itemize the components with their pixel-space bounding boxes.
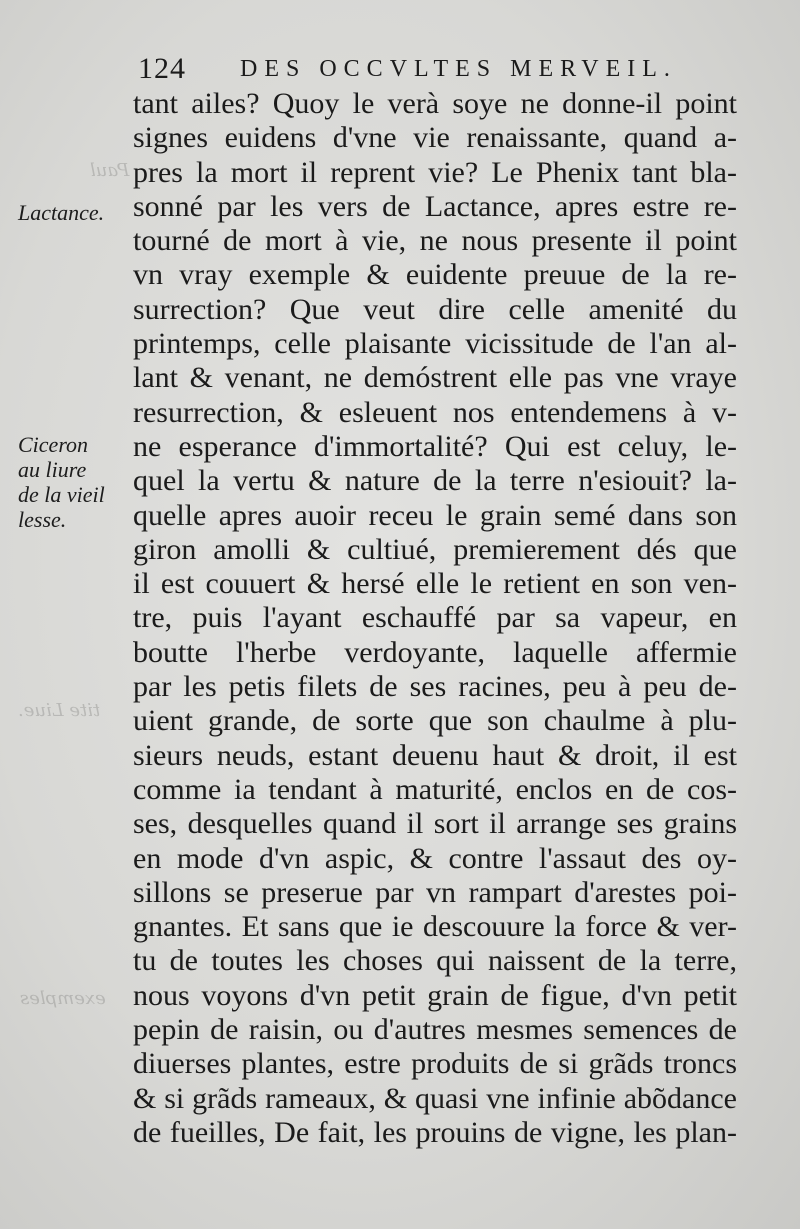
text-line: par les petis filets de ses racines, peu à peu de- bbox=[133, 670, 737, 704]
margin-note-line: de la vieil bbox=[18, 482, 105, 507]
body-text bbox=[133, 87, 737, 1150]
text-line: comme ia tendant à maturité, enclos en de cos- bbox=[133, 772, 737, 806]
text-line: ses, desquelles quand il sort il arrange ses grains bbox=[133, 807, 737, 841]
show-through-mark-2: tite Liue. bbox=[18, 700, 101, 721]
text-line: il est couuert & hersé elle le retient en son ven- bbox=[133, 567, 737, 601]
text-line: lant & venant, ne demóstrent elle pas vne vraye bbox=[133, 361, 737, 395]
text-line: pepin de raisin, ou d'autres mesmes semences de bbox=[133, 1013, 737, 1047]
text-line: sieurs neuds, estant deuenu haut & droit, il est bbox=[133, 738, 737, 772]
text-line: diuerses plantes, estre produits de si grãds troncs bbox=[133, 1047, 737, 1081]
text-line: printemps, celle plaisante vicissitude de l'an al- bbox=[133, 327, 737, 361]
text-line: sillons se preserue par vn rampart d'arestes poi- bbox=[133, 875, 737, 909]
show-through-mark-1: Paul bbox=[90, 160, 130, 181]
text-line: surrection? Que veut dire celle amenité du bbox=[133, 292, 737, 326]
margin-note-ciceron bbox=[18, 432, 105, 532]
text-line: uient grande, de sorte que son chaulme à plu- bbox=[133, 704, 737, 738]
text-line: nous voyons d'vn petit grain de figue, d'vn petit bbox=[133, 978, 737, 1012]
margin-note-line: au liure bbox=[18, 457, 87, 482]
text-line: pres la mort il reprent vie? Le Phenix tant bla- bbox=[133, 155, 737, 189]
text-line: signes euidens d'vne vie renaissante, quand a- bbox=[133, 121, 737, 155]
text-line: & si grãds rameaux, & quasi vne infinie abõdance bbox=[133, 1081, 737, 1115]
page-header bbox=[136, 52, 736, 88]
text-line: tre, puis l'ayant eschauffé par sa vapeur, en bbox=[133, 601, 737, 635]
text-line: tant ailes? Quoy le verà soye ne donne-il point bbox=[133, 87, 737, 120]
text-line: quelle apres auoir receu le grain semé dans son bbox=[133, 498, 737, 532]
text-line: en mode d'vn aspic, & contre l'assaut des oy- bbox=[133, 841, 737, 875]
text-line: giron amolli & cultiué, premierement dés que bbox=[133, 532, 737, 566]
text-line: boutte l'herbe verdoyante, laquelle affermie bbox=[133, 635, 737, 669]
text-line: ne esperance d'immortalité? Qui est celuy, le- bbox=[133, 429, 737, 463]
text-line: resurrection, & esleuent nos entendemens à v- bbox=[133, 395, 737, 429]
text-line: quel la vertu & nature de la terre n'esiouit? la- bbox=[133, 464, 737, 498]
margin-note-line: lesse. bbox=[18, 507, 67, 532]
text-line: tu de toutes les choses qui naissent de la terre, bbox=[133, 944, 737, 978]
text-line: de fueilles, De fait, les prouins de vigne, les plan- bbox=[133, 1115, 737, 1149]
margin-note-line: Ciceron bbox=[18, 432, 89, 457]
margin-note-lactance: Lactance. bbox=[18, 200, 105, 225]
text-line: vn vray exemple & euidente preuue de la re- bbox=[133, 258, 737, 292]
text-line: gnantes. Et sans que ie descouure la force & ver- bbox=[133, 910, 737, 944]
page-number: 124 bbox=[138, 52, 186, 85]
running-head: DES OCCVLTES MERVEIL. bbox=[240, 56, 677, 82]
text-line: tourné de mort à vie, ne nous presente il point bbox=[133, 224, 737, 258]
text-line: sonné par les vers de Lactance, apres estre re- bbox=[133, 189, 737, 223]
show-through-mark-3: exemples bbox=[20, 988, 106, 1009]
